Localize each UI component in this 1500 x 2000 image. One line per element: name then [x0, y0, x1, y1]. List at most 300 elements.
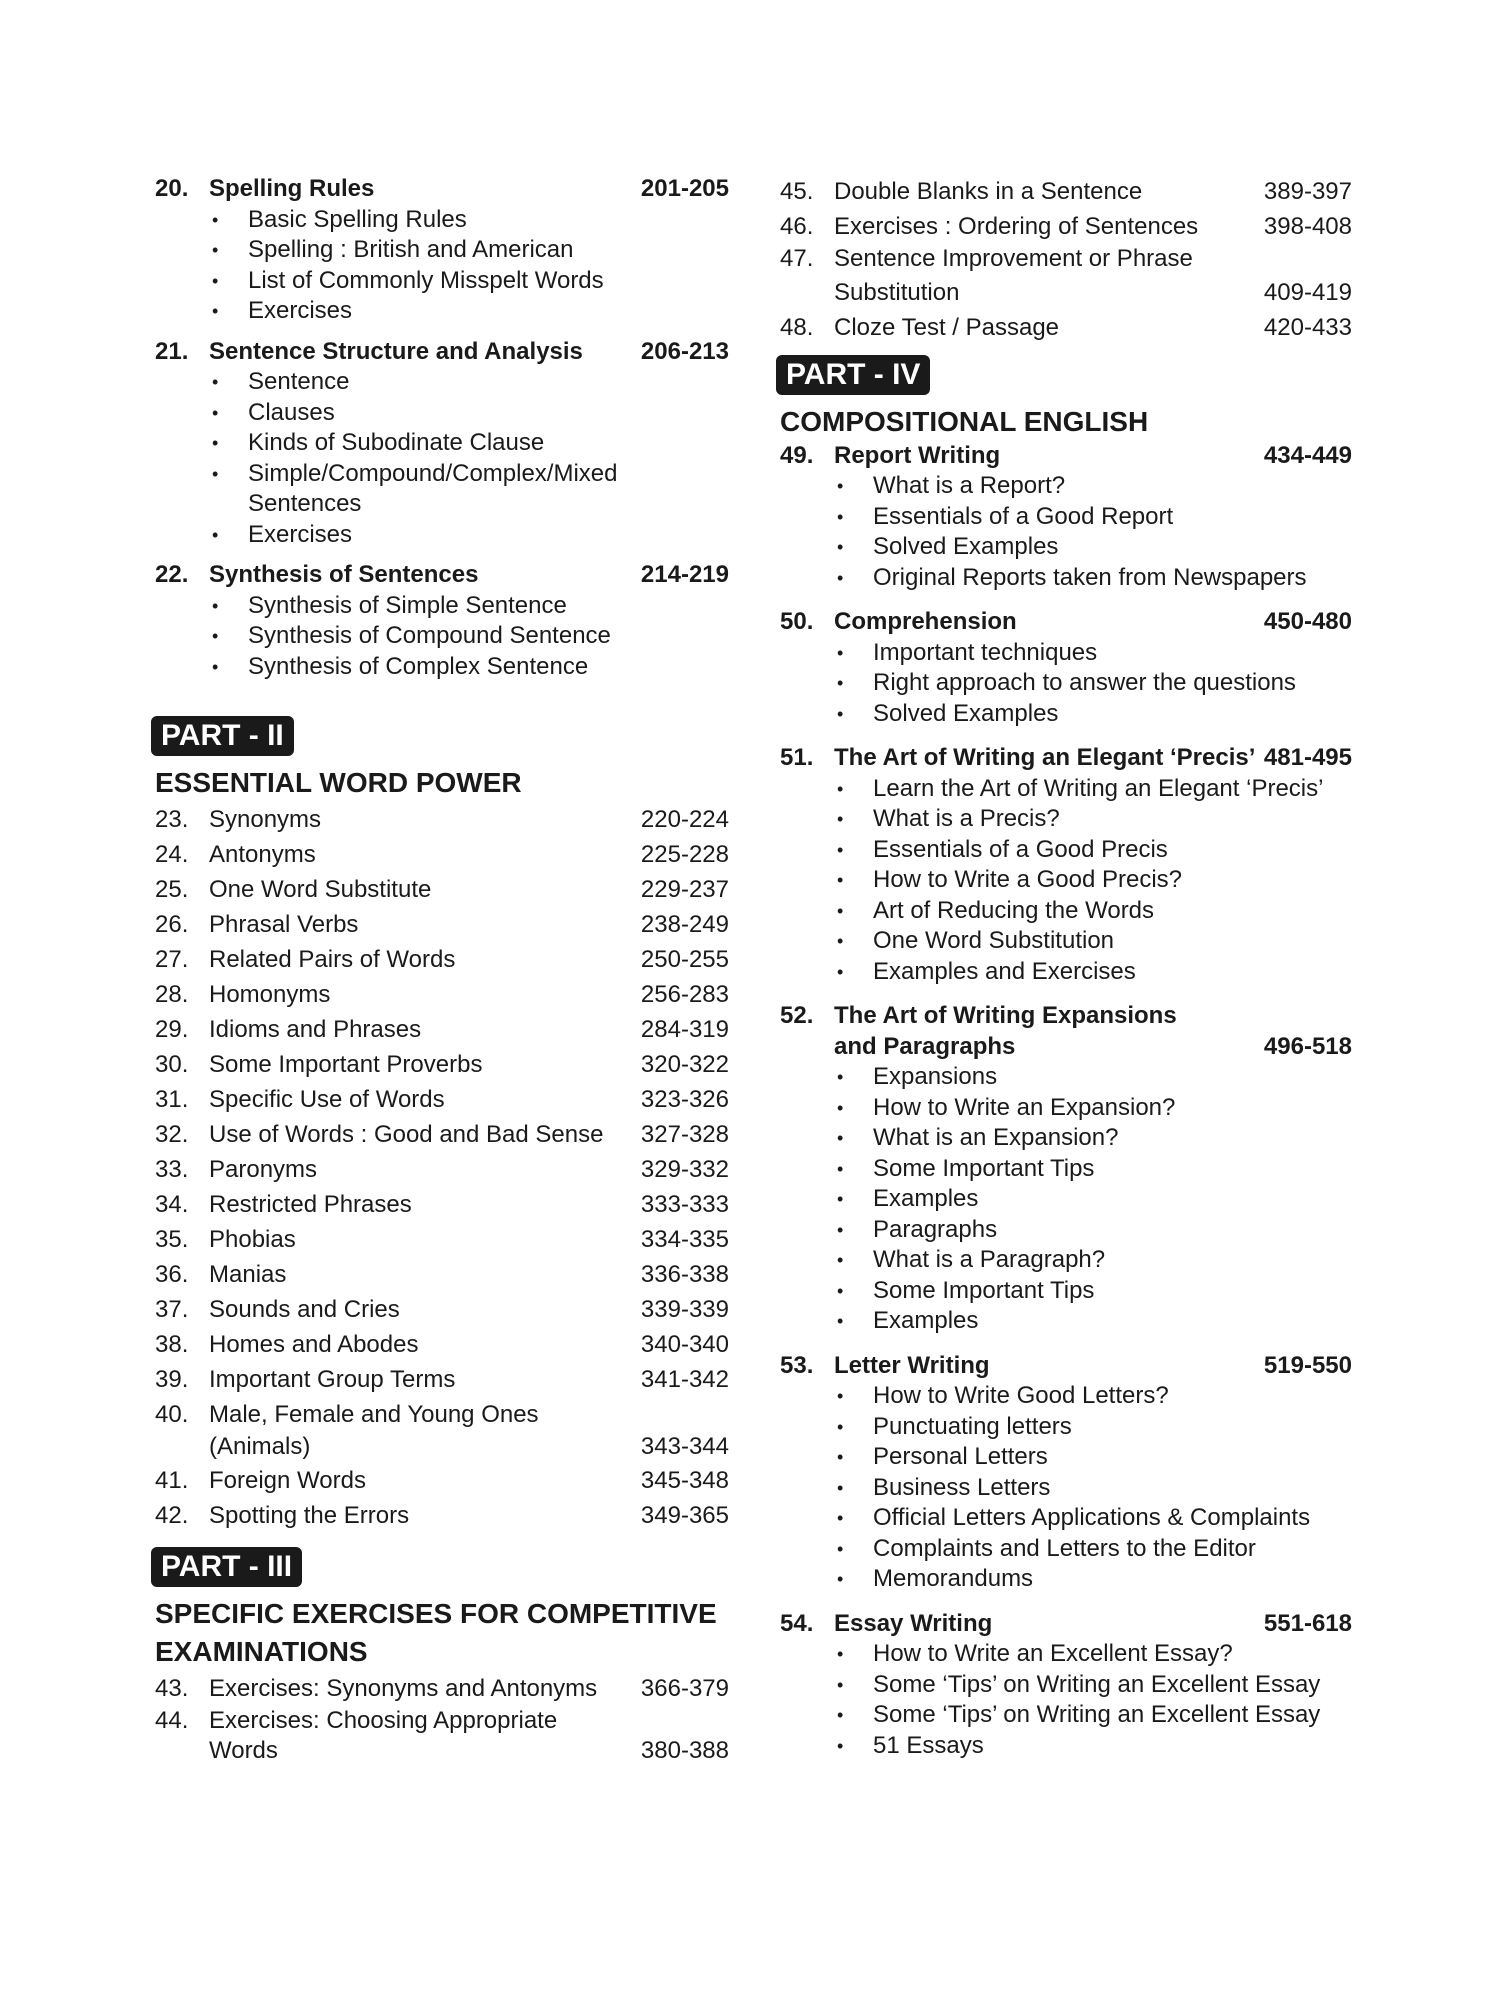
- part-section: [155, 716, 729, 802]
- entry-title: Exercises : Ordering of Sentences: [834, 213, 1199, 240]
- entry-number: 24.: [155, 841, 189, 868]
- entry-title: Phrasal Verbs: [209, 911, 359, 938]
- bullet-text: How to Write a Good Precis?: [873, 866, 1183, 893]
- toc-entry: [155, 1047, 729, 1082]
- entry-title: Spelling Rules: [209, 175, 375, 202]
- bullet-text: What is a Report?: [873, 472, 1066, 499]
- entry-number: 40.: [155, 1401, 189, 1428]
- bullet-text: Memorandums: [873, 1565, 1034, 1592]
- entry-title: Restricted Phrases: [209, 1191, 412, 1218]
- part-title-line: SPECIFIC EXERCISES FOR COMPETITIVE: [155, 1597, 717, 1629]
- bullet-item: [780, 532, 1352, 563]
- entry-number: 49.: [780, 441, 814, 469]
- part-badge: PART - IV: [776, 355, 930, 395]
- bullet-icon: •: [837, 778, 844, 799]
- bullet-item: [780, 957, 1352, 988]
- toc-entry: [155, 1362, 729, 1397]
- entry-pages: 481-495: [1263, 744, 1352, 771]
- bullet-text: Kinds of Subodinate Clause: [248, 429, 545, 456]
- entry-title: Some Important Proverbs: [209, 1051, 483, 1078]
- entry-number: 20.: [155, 175, 189, 202]
- bullet-icon: •: [837, 476, 844, 496]
- entry-pages: 339-339: [640, 1296, 729, 1323]
- bullet-text: Expansions: [873, 1063, 998, 1090]
- bullet-item: [780, 1503, 1352, 1534]
- bullet-icon: •: [837, 642, 844, 663]
- bullet-item: [780, 804, 1352, 835]
- entry-number: 32.: [155, 1121, 189, 1148]
- toc-entry: [780, 244, 1352, 275]
- entry-pages: 434-449: [1263, 441, 1352, 469]
- bullet-text: Art of Reducing the Words: [873, 896, 1155, 924]
- part-title: [155, 764, 729, 802]
- bullet-icon: •: [837, 1067, 844, 1087]
- entry-number: 52.: [780, 1002, 814, 1029]
- bullet-item: [780, 1670, 1352, 1701]
- toc-entry: [780, 275, 1352, 310]
- bullet-item: [155, 296, 729, 327]
- spacer: [780, 1337, 1352, 1351]
- entry-title: Use of Words : Good and Bad Sense: [209, 1121, 604, 1148]
- bullet-item: [780, 896, 1352, 927]
- spacer: [155, 1533, 729, 1547]
- bullet-item: [155, 591, 729, 622]
- entry-pages: 380-388: [640, 1737, 729, 1764]
- bullet-icon: •: [837, 1416, 844, 1437]
- bullet-text: Examples: [873, 1185, 979, 1212]
- toc-entry: [155, 1292, 729, 1327]
- bullet-text: Some ‘Tips’ on Writing an Excellent Essay: [873, 1670, 1321, 1698]
- bullet-text: Original Reports taken from Newspapers: [873, 563, 1307, 591]
- bullet-item: [155, 205, 729, 236]
- bullet-icon: •: [837, 506, 844, 527]
- bullet-icon: •: [212, 270, 219, 291]
- entry-number: 23.: [155, 806, 189, 833]
- spacer: [780, 1595, 1352, 1609]
- entry-title: Words: [209, 1737, 278, 1764]
- entry-number: 46.: [780, 213, 814, 240]
- entry-pages: 409-419: [1263, 278, 1352, 306]
- bullet-text: One Word Substitution: [873, 927, 1115, 954]
- entry-title: Antonyms: [209, 841, 316, 868]
- entry-pages: 327-328: [640, 1121, 729, 1148]
- bullet-item: [780, 1062, 1352, 1093]
- entry-title: and Paragraphs: [834, 1032, 1016, 1060]
- bullet-icon: •: [837, 1644, 844, 1664]
- bullet-text: Paragraphs: [873, 1215, 998, 1243]
- toc-entry: [155, 174, 729, 205]
- bullet-text: Basic Spelling Rules: [248, 205, 467, 233]
- toc-entry: [780, 1351, 1352, 1382]
- entry-number: 30.: [155, 1051, 189, 1078]
- bullet-item: [780, 1184, 1352, 1215]
- entry-number: 54.: [780, 1609, 814, 1637]
- bullet-text: Examples: [873, 1307, 979, 1334]
- entry-pages: 333-333: [640, 1191, 729, 1218]
- bullet-icon: •: [837, 1128, 844, 1148]
- toc-entry: [155, 1498, 729, 1533]
- spacer: [780, 729, 1352, 743]
- bullet-text: Exercises: [248, 297, 353, 324]
- entry-number: 22.: [155, 561, 189, 588]
- bullet-icon: •: [837, 1477, 844, 1498]
- entry-title: Synonyms: [209, 806, 322, 833]
- entry-number: 28.: [155, 981, 189, 1008]
- entry-number: 51.: [780, 744, 814, 771]
- toc-entry: [780, 1001, 1352, 1032]
- bullet-item: [155, 266, 729, 297]
- entry-pages: 206-213: [640, 337, 729, 365]
- bullet-text: Some ‘Tips’ on Writing an Excellent Essay: [873, 1701, 1321, 1728]
- bullet-text: How to Write Good Letters?: [873, 1382, 1169, 1409]
- bullet-icon: •: [212, 463, 219, 484]
- bullet-icon: •: [837, 1569, 844, 1589]
- bullet-item: [155, 398, 729, 429]
- bullet-text: What is a Precis?: [873, 805, 1060, 832]
- bullet-text: Learn the Art of Writing an Elegant ‘Precis’: [873, 774, 1324, 802]
- bullet-text: Business Letters: [873, 1473, 1051, 1501]
- bullet-text: Right approach to answer the questions: [873, 669, 1296, 696]
- bullet-text: What is a Paragraph?: [873, 1246, 1106, 1273]
- bullet-item: [155, 520, 729, 551]
- part-title-line: EXAMINATIONS: [155, 1635, 368, 1667]
- entry-title: Homonyms: [209, 981, 331, 1008]
- bullet-icon: •: [837, 537, 844, 557]
- toc-entry: [780, 441, 1352, 472]
- bullet-icon: •: [837, 1097, 844, 1118]
- bullet-text: Important techniques: [873, 638, 1098, 666]
- part-section: [780, 355, 1352, 441]
- bullet-item: [780, 1534, 1352, 1565]
- bullet-icon: •: [837, 1158, 844, 1179]
- bullet-item: [780, 668, 1352, 699]
- entry-pages: 334-335: [640, 1226, 729, 1253]
- entry-number: 33.: [155, 1156, 189, 1183]
- entry-title: One Word Substitute: [209, 876, 432, 903]
- toc-entry: [155, 1082, 729, 1117]
- part-section: [155, 1547, 729, 1671]
- entry-number: 31.: [155, 1086, 189, 1113]
- entry-title: Important Group Terms: [209, 1366, 456, 1393]
- bullet-icon: •: [837, 1705, 844, 1725]
- bullet-icon: •: [837, 1674, 844, 1695]
- bullet-icon: •: [212, 626, 219, 646]
- part-title-line: ESSENTIAL WORD POWER: [155, 767, 522, 798]
- bullet-item: [780, 699, 1352, 730]
- bullet-text: Complaints and Letters to the Editor: [873, 1534, 1256, 1562]
- entry-number: 45.: [780, 178, 814, 205]
- entry-number: 48.: [780, 313, 814, 341]
- bullet-icon: •: [837, 1280, 844, 1301]
- bullet-item: [780, 1381, 1352, 1412]
- bullet-item: [780, 1123, 1352, 1154]
- entry-title: Related Pairs of Words: [209, 946, 456, 973]
- toc-entry: [155, 1327, 729, 1362]
- toc-entry: [155, 1671, 729, 1706]
- entry-number: 35.: [155, 1226, 189, 1253]
- entry-number: 26.: [155, 911, 189, 938]
- entry-pages: 519-550: [1263, 1351, 1352, 1379]
- bullet-text: Synthesis of Simple Sentence: [248, 591, 567, 619]
- entry-title: Male, Female and Young Ones: [209, 1401, 539, 1428]
- entry-number: 27.: [155, 946, 189, 973]
- entry-title: Letter Writing: [834, 1351, 990, 1379]
- toc-entry: [155, 1222, 729, 1257]
- toc-entry: [155, 977, 729, 1012]
- bullet-item: [780, 471, 1352, 502]
- entry-pages: 284-319: [640, 1016, 729, 1043]
- toc-entry: [155, 907, 729, 942]
- bullet-text: Essentials of a Good Report: [873, 502, 1174, 530]
- bullet-item: [780, 1731, 1352, 1762]
- bullet-item: [780, 774, 1352, 805]
- spacer: [155, 682, 729, 716]
- bullet-icon: •: [212, 240, 219, 260]
- part-badge: PART - III: [151, 1547, 302, 1587]
- entry-pages: 329-332: [640, 1156, 729, 1183]
- entry-title: Comprehension: [834, 608, 1017, 635]
- toc-entry: [155, 1187, 729, 1222]
- bullet-item: [780, 1442, 1352, 1473]
- entry-number: 36.: [155, 1261, 189, 1288]
- bullet-icon: •: [212, 372, 219, 392]
- bullet-text: Synthesis of Compound Sentence: [248, 622, 611, 649]
- toc-entry: [780, 209, 1352, 244]
- bullet-text: How to Write an Excellent Essay?: [873, 1640, 1233, 1667]
- toc-entry: [155, 1736, 729, 1767]
- bullet-text: Clauses: [248, 398, 335, 426]
- entry-pages: 341-342: [640, 1366, 729, 1393]
- entry-title: Spotting the Errors: [209, 1501, 410, 1529]
- entry-title: Substitution: [834, 278, 960, 306]
- right-column: [780, 174, 1352, 1761]
- bullet-item: [780, 1412, 1352, 1443]
- entry-pages: 366-379: [640, 1674, 729, 1702]
- entry-number: 38.: [155, 1331, 189, 1358]
- entry-number: 21.: [155, 337, 189, 365]
- entry-title: Synthesis of Sentences: [209, 561, 479, 588]
- bullet-icon: •: [837, 961, 844, 982]
- bullet-icon: •: [837, 1735, 844, 1756]
- entry-number: 47.: [780, 245, 814, 272]
- bullet-text: Sentences: [248, 490, 362, 517]
- entry-pages: 250-255: [640, 946, 729, 973]
- toc-entry: [155, 872, 729, 907]
- bullet-text: Spelling : British and American: [248, 236, 574, 263]
- toc-entry: [155, 1463, 729, 1498]
- toc-entry: [155, 1257, 729, 1292]
- bullet-text: List of Commonly Misspelt Words: [248, 266, 604, 294]
- bullet-icon: •: [212, 595, 219, 616]
- entry-title: Essay Writing: [834, 1609, 993, 1637]
- bullet-item: [155, 652, 729, 683]
- entry-number: 34.: [155, 1191, 189, 1218]
- bullet-item: [780, 1700, 1352, 1731]
- entry-pages: 229-237: [640, 876, 729, 903]
- bullet-icon: •: [837, 1538, 844, 1559]
- entry-pages: 256-283: [640, 981, 729, 1008]
- toc-entry: [155, 1012, 729, 1047]
- bullet-icon: •: [837, 1386, 844, 1406]
- toc-entry: [155, 837, 729, 872]
- entry-pages: 345-348: [640, 1466, 729, 1494]
- bullet-icon: •: [837, 870, 844, 890]
- bullet-text: Examples and Exercises: [873, 957, 1136, 985]
- bullet-text: Personal Letters: [873, 1443, 1048, 1470]
- bullet-item: [780, 1639, 1352, 1670]
- entry-pages: 551-618: [1263, 1609, 1352, 1637]
- toc-entry: [780, 174, 1352, 209]
- bullet-text: 51 Essays: [873, 1731, 984, 1759]
- bullet-icon: •: [837, 673, 844, 693]
- entry-number: 41.: [155, 1466, 189, 1494]
- entry-pages: 343-344: [640, 1433, 729, 1460]
- entry-title: (Animals): [209, 1433, 311, 1460]
- spacer: [780, 593, 1352, 607]
- entry-pages: 496-518: [1263, 1032, 1352, 1060]
- toc-entry: [155, 1152, 729, 1187]
- toc-entry: [155, 1706, 729, 1737]
- entry-pages: 323-326: [640, 1086, 729, 1113]
- entry-pages: 320-322: [640, 1051, 729, 1078]
- bullet-icon: •: [837, 1447, 844, 1467]
- entry-pages: 420-433: [1263, 313, 1352, 341]
- bullet-icon: •: [212, 402, 219, 423]
- bullet-item: [780, 926, 1352, 957]
- bullet-icon: •: [837, 839, 844, 860]
- entry-title: Double Blanks in a Sentence: [834, 178, 1143, 205]
- bullet-icon: •: [837, 703, 844, 724]
- bullet-icon: •: [837, 567, 844, 588]
- toc-entry: [155, 802, 729, 837]
- bullet-text: Exercises: [248, 520, 353, 548]
- entry-pages: 389-397: [1263, 178, 1352, 205]
- part-title-line: COMPOSITIONAL ENGLISH: [780, 405, 1149, 437]
- bullet-icon: •: [212, 209, 219, 230]
- bullet-item: [155, 621, 729, 652]
- bullet-item: [780, 563, 1352, 594]
- bullet-icon: •: [837, 809, 844, 829]
- bullet-text: Some Important Tips: [873, 1276, 1095, 1304]
- bullet-item: [780, 1276, 1352, 1307]
- bullet-icon: •: [837, 1250, 844, 1270]
- entry-number: 25.: [155, 876, 189, 903]
- entry-title: Sounds and Cries: [209, 1296, 400, 1323]
- entry-title: Exercises: Synonyms and Antonyms: [209, 1674, 598, 1702]
- spacer: [155, 327, 729, 337]
- bullet-item: [780, 1245, 1352, 1276]
- entry-number: 37.: [155, 1296, 189, 1323]
- entry-title: Cloze Test / Passage: [834, 313, 1060, 341]
- bullet-icon: •: [212, 301, 219, 321]
- entry-title: The Art of Writing Expansions: [834, 1002, 1177, 1029]
- spacer: [780, 345, 1352, 355]
- spacer: [780, 987, 1352, 1001]
- entry-number: 53.: [780, 1351, 814, 1379]
- toc-entry: [155, 1432, 729, 1463]
- part-title: [780, 403, 1352, 441]
- entry-number: 29.: [155, 1016, 189, 1043]
- bullet-item: [780, 1473, 1352, 1504]
- bullet-item: [155, 459, 729, 490]
- entry-title: Foreign Words: [209, 1466, 366, 1494]
- part-badge: PART - II: [151, 716, 294, 756]
- bullet-text: Simple/Compound/Complex/Mixed: [248, 459, 618, 487]
- bullet-icon: •: [837, 1189, 844, 1209]
- bullet-item: [780, 1215, 1352, 1246]
- entry-number: 43.: [155, 1674, 189, 1702]
- entry-pages: 214-219: [640, 561, 729, 588]
- entry-title: Exercises: Choosing Appropriate: [209, 1706, 558, 1734]
- bullet-icon: •: [837, 1311, 844, 1331]
- entry-pages: 349-365: [640, 1501, 729, 1529]
- toc-entry: [780, 310, 1352, 345]
- bullet-item: [780, 1093, 1352, 1124]
- entry-pages: 238-249: [640, 911, 729, 938]
- toc-entry: [780, 607, 1352, 638]
- bullet-text: Some Important Tips: [873, 1154, 1095, 1182]
- bullet-item: [780, 1306, 1352, 1337]
- toc-entry: [155, 560, 729, 591]
- bullet-text: Solved Examples: [873, 533, 1059, 560]
- entry-title: Sentence Improvement or Phrase: [834, 245, 1193, 272]
- bullet-icon: •: [837, 1508, 844, 1528]
- entry-number: 42.: [155, 1501, 189, 1529]
- toc-entry: [780, 743, 1352, 774]
- bullet-text: Synthesis of Complex Sentence: [248, 652, 589, 680]
- entry-title: Paronyms: [209, 1156, 318, 1183]
- bullet-text: Official Letters Applications & Complaints: [873, 1504, 1311, 1531]
- entry-title: Phobias: [209, 1226, 296, 1253]
- toc-entry: [155, 1397, 729, 1432]
- bullet-text: What is an Expansion?: [873, 1124, 1119, 1151]
- entry-pages: 340-340: [640, 1331, 729, 1358]
- entry-pages: 450-480: [1263, 608, 1352, 635]
- toc-entry: [155, 337, 729, 368]
- bullet-icon: •: [212, 656, 219, 677]
- bullet-icon: •: [212, 524, 219, 545]
- bullet-text: Solved Examples: [873, 699, 1059, 727]
- bullet-text: Sentence: [248, 368, 350, 395]
- entry-title: Idioms and Phrases: [209, 1016, 422, 1043]
- entry-title: Specific Use of Words: [209, 1086, 445, 1113]
- bullet-item: [780, 638, 1352, 669]
- bullet-item: [780, 1564, 1352, 1595]
- entry-pages: 225-228: [640, 841, 729, 868]
- toc-entry: [780, 1609, 1352, 1640]
- entry-pages: 336-338: [640, 1261, 729, 1288]
- spacer: [155, 550, 729, 560]
- bullet-icon: •: [837, 1219, 844, 1240]
- bullet-item: [155, 235, 729, 266]
- bullet-item: [155, 367, 729, 398]
- bullet-item: [780, 835, 1352, 866]
- bullet-text: Punctuating letters: [873, 1412, 1072, 1440]
- entry-title: Manias: [209, 1261, 287, 1288]
- toc-entry: [155, 1117, 729, 1152]
- bullet-text: Essentials of a Good Precis: [873, 835, 1168, 863]
- entry-title: The Art of Writing an Elegant ‘Precis’: [834, 744, 1256, 771]
- bullet-continuation: [155, 489, 729, 520]
- entry-title: Homes and Abodes: [209, 1331, 419, 1358]
- entry-pages: 201-205: [640, 175, 729, 202]
- entry-number: 44.: [155, 1706, 189, 1734]
- entry-number: 39.: [155, 1366, 189, 1393]
- bullet-text: How to Write an Expansion?: [873, 1093, 1176, 1121]
- part-title: [155, 1595, 729, 1671]
- bullet-icon: •: [837, 900, 844, 921]
- entry-pages: 220-224: [640, 806, 729, 833]
